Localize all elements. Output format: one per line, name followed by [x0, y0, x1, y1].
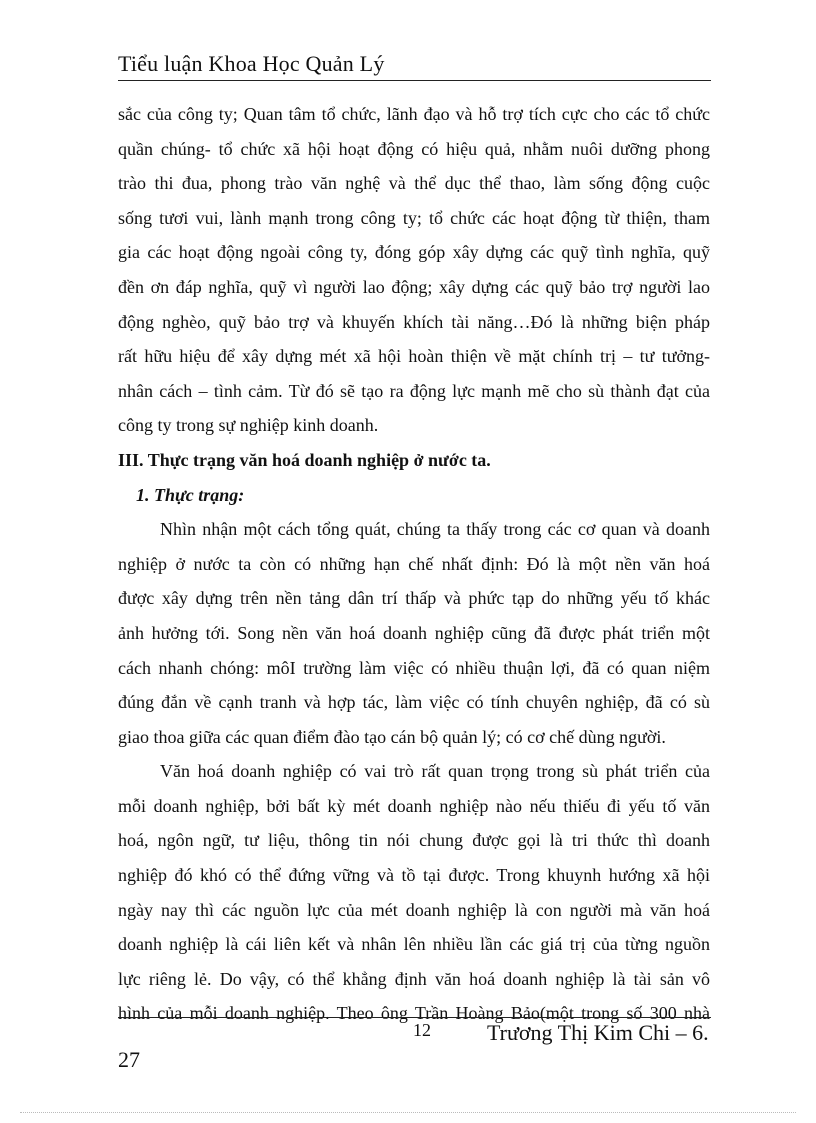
footer-author-continuation: 27: [118, 1047, 140, 1072]
section-heading: III. Thực trạng văn hoá doanh nghiệp ở nước ta.: [118, 449, 491, 470]
text-line: đền ơn đáp nghĩa, quỹ vì người lao động; xây dựng các quỹ bảo trợ người lao: [118, 276, 710, 297]
footer-author: Trương Thị Kim Chi – 6.: [487, 1020, 709, 1045]
text-line: sống tươi vui, lành mạnh trong công ty; tổ chức các hoạt động từ thiện, tham: [118, 207, 710, 228]
text-line: hình của mỗi doanh nghiệp. Theo ông Trần Hoàng Bảo(một trong số 300 nhà: [118, 1003, 710, 1024]
text-line: giao thoa giữa các quan điểm đào tạo cán bộ quản lý; có cơ chế dùng người.: [118, 726, 666, 747]
header-divider: [118, 80, 711, 81]
document-body: [118, 97, 710, 1031]
page-header-title: Tiểu luận Khoa Học Quản Lý: [118, 51, 385, 76]
text-line: nghiệp đó khó có thể đứng vững và tồ tại được. Trong khuynh hướng xã hội: [118, 865, 710, 886]
text-line: gia các hoạt động ngoài công ty, đóng góp xây dựng các quỹ tình nghĩa, quỹ: [118, 242, 710, 263]
text-line: được xây dựng trên nền tảng dân trí thấp và phức tạp do những yếu tố khác: [118, 588, 710, 609]
text-line: mỗi doanh nghiệp, bởi bất kỳ mét doanh nghiệp nào nếu thiếu đi yếu tố văn: [118, 795, 710, 816]
page-number: 12: [413, 1020, 431, 1040]
text-line: công ty trong sự nghiệp kinh doanh.: [118, 415, 379, 436]
text-line: đúng đắn về cạnh tranh và hợp tác, làm việc có tính chuyên nghiệp, đã có sù: [118, 692, 710, 713]
text-line: Văn hoá doanh nghiệp có vai trò rất quan trọng trong sù phát triển của: [160, 761, 710, 782]
text-line: rất hữu hiệu để xây dựng mét xã hội hoàn thiện về mặt chính trị – tư tưởng-: [118, 346, 710, 367]
text-line: Nhìn nhận một cách tổng quát, chúng ta thấy trong các cơ quan và doanh: [160, 519, 710, 540]
text-line: hoá, ngôn ngữ, tư liệu, thông tin nói chung được gọi là tri thức thì doanh: [118, 830, 710, 851]
text-line: lực riêng lẻ. Do vậy, có thể khẳng định văn hoá doanh nghiệp là tài sản vô: [118, 968, 710, 989]
text-line: ảnh hưởng tới. Song nền văn hoá doanh nghiệp cũng đã được phát triển một: [118, 622, 710, 643]
text-line: nghiệp ở nước ta còn có những hạn chế nhất định: Đó là một nền văn hoá: [118, 553, 710, 574]
text-line: sắc của công ty; Quan tâm tổ chức, lãnh đạo và hỗ trợ tích cực cho các tổ chức: [118, 104, 710, 124]
text-line: cách nhanh chóng: môI trường làm việc có nhiều thuận lợi, đã có quan niệm: [118, 657, 710, 678]
text-line: trào thi đua, phong trào văn nghệ và thể dục thể thao, làm sống động cuộc: [118, 173, 710, 194]
footer-divider: [118, 1017, 711, 1018]
text-line: doanh nghiệp là cái liên kết và nhân lên nhiều lần các giá trị của từng nguồn: [118, 934, 710, 955]
text-line: quần chúng- tổ chức xã hội hoạt động có hiệu quả, nhằm nuôi dưỡng phong: [118, 138, 710, 159]
text-line: động nghèo, quỹ bảo trợ và khuyến khích tài năng…Đó là những biện pháp: [118, 311, 710, 332]
text-line: nhân cách – tình cảm. Từ đó sẽ tạo ra động lực mạnh mẽ cho sù thành đạt của: [118, 380, 710, 401]
text-line: ngày nay thì các nguồn lực của mét doanh nghiệp là con người mà văn hoá: [118, 899, 710, 920]
page-edge-dots: [20, 1112, 796, 1113]
subsection-heading: 1. Thực trạng:: [136, 484, 245, 505]
